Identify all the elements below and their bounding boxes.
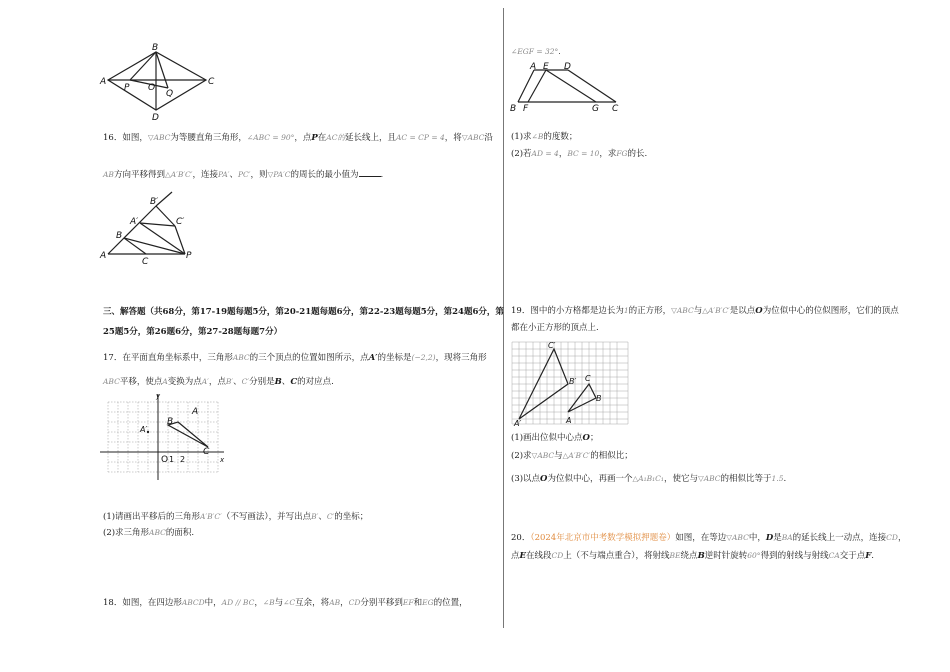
q16-label-C: C xyxy=(142,257,149,267)
q19-grid-figure xyxy=(510,340,630,426)
q19-sub3: (3)以点O为位似中心，再画一个△A₁B₁C₁，使它与▽ABC的相似比等于1.5. xyxy=(511,474,787,484)
q15-label-P: P xyxy=(124,83,130,93)
q19-label-Ap: A′ xyxy=(514,419,522,428)
q19-label-A: A xyxy=(566,416,572,425)
q17-label-1: 1 xyxy=(169,455,175,464)
q16-line2: AB方向平移得到△A′B′C′，连接PA′、PC′，则▽PA′C的周长的最小值为 . xyxy=(103,170,384,180)
q17-sub1: (1)请画出平移后的三角形A′B′C′（不写画法），并写出点B′、C′的坐标； xyxy=(103,512,369,522)
q17-label-y: y xyxy=(156,392,161,400)
q18-sub1: (1)求∠B的度数； xyxy=(511,132,578,142)
q17-label-x: x xyxy=(220,456,225,464)
q17-label-Ap: A′ xyxy=(140,425,148,434)
q19-label-B: B xyxy=(596,394,602,403)
q17-label-A: A xyxy=(192,407,199,417)
q18-label-F: F xyxy=(523,104,529,114)
q16-line1: 16．如图，▽ABC为等腰直角三角形，∠ABC = 90°，点P在AC的延长线上，且AC = CP = 4，将▽ABC沿 xyxy=(103,133,493,143)
q18-label-G: G xyxy=(592,104,599,114)
q18-label-C: C xyxy=(612,104,619,114)
q17-sub2: (2)求三角形ABC的面积. xyxy=(103,528,195,538)
q16-label-Bp: B′ xyxy=(150,197,159,207)
q19-label-Bp: B′ xyxy=(569,377,577,386)
q16-label-A: A xyxy=(100,251,107,261)
section3-heading-line2: 25题5分，第26题6分，第27-28题每题7分） xyxy=(103,327,283,337)
q19-label-C: C xyxy=(585,374,591,383)
q16-label-P: P xyxy=(186,251,192,261)
q17-label-B: B xyxy=(167,417,174,427)
q15-label-O: O xyxy=(148,83,156,93)
source-tag: （2024年北京市中考数学模拟押题卷） xyxy=(530,533,676,543)
q15-label-Q: Q xyxy=(166,89,174,99)
q16-label-Cp: C′ xyxy=(176,217,185,227)
q18-label-B: B xyxy=(510,104,517,114)
q17-grid-figure xyxy=(100,392,230,482)
q16-label-Ap: A′ xyxy=(130,217,139,227)
q18-label-D: D xyxy=(564,62,571,72)
q18-sub2: (2)若AD = 4，BC = 10，求FG的长. xyxy=(511,149,648,159)
q16-label-B: B xyxy=(116,231,123,241)
q18-label-A: A xyxy=(530,62,537,72)
q16-figure xyxy=(100,196,200,267)
q18-figure xyxy=(508,62,628,112)
q20-line2: 点E在线段CD上（不与端点重合），将射线BE绕点B逆时针旋转60°得到的射线与射线CA交于点F. xyxy=(511,551,874,561)
q17-label-C: C xyxy=(203,447,210,457)
q15-label-C: C xyxy=(208,77,215,87)
q19-label-Cp: C′ xyxy=(548,341,556,350)
q19-sub1: (1)画出位似中心点O； xyxy=(511,433,599,443)
q18-label-E: E xyxy=(543,62,549,72)
q15-figure xyxy=(100,44,220,122)
q19-sub2: (2)求▽ABC与△A′B′C′的相似比； xyxy=(511,451,633,461)
q17-label-2: 2 xyxy=(180,455,186,464)
q15-label-A: A xyxy=(100,77,107,87)
section3-heading-line1: 三、解答题（共68分，第17-19题每题5分，第20-21题每题6分，第22-23题每题5分，第24题6分，第 xyxy=(103,307,504,317)
q15-label-D: D xyxy=(152,113,159,123)
q17-label-O: O xyxy=(161,455,169,465)
q18-line1: 18．如图，在四边形ABCD中，AD // BC，∠B与∠C互余，将AB，CD分别平移到EF和EG的位置， xyxy=(103,598,468,608)
q17-line1: 17．在平面直角坐标系中，三角形ABC的三个顶点的位置如图所示，点A′的坐标是(−2,2)，现将三角形 xyxy=(103,353,487,363)
q19-line2: 都在小正方形的顶点上. xyxy=(511,323,599,333)
q17-line2: ABC平移，使点A变换为点A′，点B′、C′分别是B、C的对应点. xyxy=(103,377,334,387)
q20-line1: 20．（2024年北京市中考数学模拟押题卷）如图，在等边▽ABC中，D是BA的延长线上一动点，连接CD， xyxy=(511,533,907,543)
q19-line1: 19．图中的小方格都是边长为1的正方形，▽ABC与△A′B′C′是以点O为位似中心的位似图形，它们的顶点 xyxy=(511,306,899,316)
q18-continued-fragment: ∠EGF = 32°. xyxy=(511,47,561,56)
answer-blank[interactable] xyxy=(359,168,381,177)
column-divider xyxy=(503,8,504,628)
q15-label-B: B xyxy=(152,43,159,53)
